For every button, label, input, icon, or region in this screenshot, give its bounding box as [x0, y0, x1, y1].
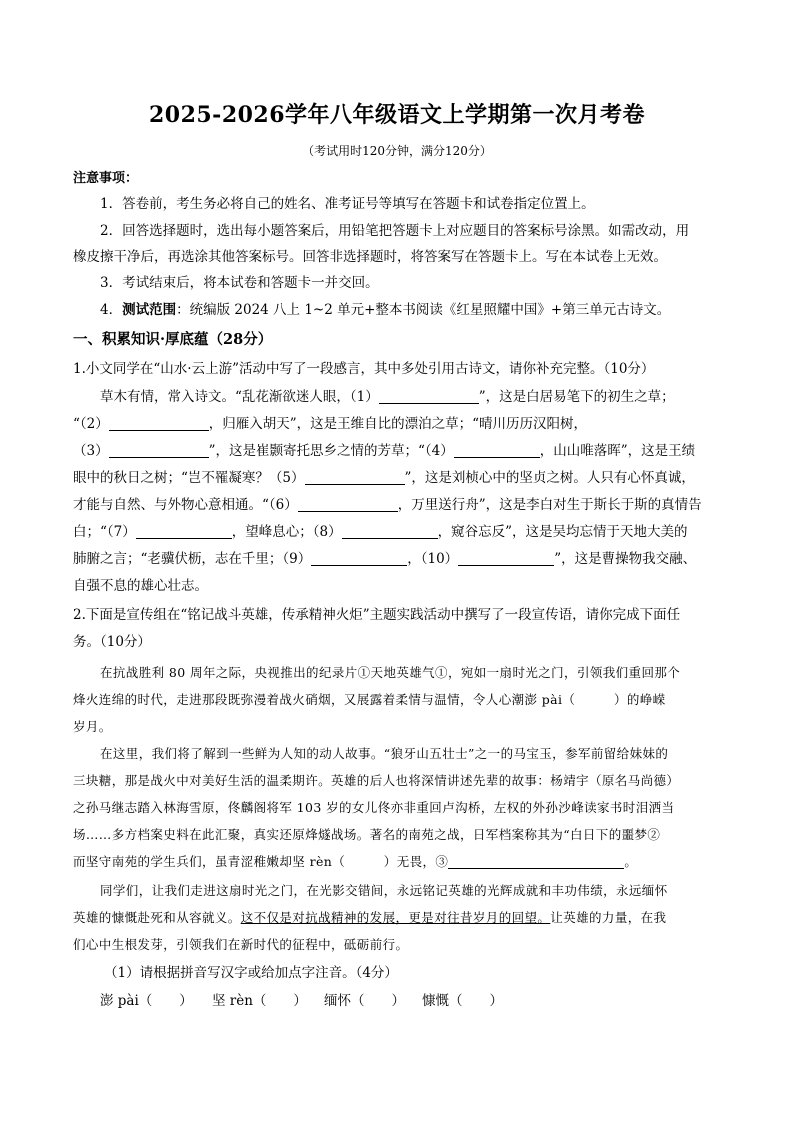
notice-item: 3．考试结束后，将本试卷和答题卡一并交回。 — [100, 275, 379, 291]
answer-item[interactable]: 慷慨（ ） — [422, 993, 503, 1009]
answer-blank[interactable] — [298, 495, 398, 512]
answer-blank[interactable] — [311, 549, 407, 566]
passage-line: 在这里，我们将了解到一些鲜为人知的动人故事。“狼牙山五壮士”之一的马宝玉，参军前留给妹妹的 — [100, 746, 669, 761]
answer-blank[interactable] — [448, 852, 624, 869]
question-2-stem: 2.下面是宣传组在“铭记战斗英雄，传承精神火炬”主题实践活动中撰写了一段宣传语，请你完成下面任 — [73, 607, 681, 623]
section-heading: 一、积累知识·厚底蕴（28分） — [73, 331, 273, 348]
q1-line: 白；“（7） ，望峰息心；（8） ，窥谷忘反”，这是吴均忘情于天地大美的 — [73, 524, 688, 540]
q1-line: 草木有情，常入诗文。“乱花渐欲迷人眼，（1） ”，这是白居易笔下的初生之草； — [100, 389, 675, 405]
answer-blank[interactable] — [305, 468, 405, 485]
sub-question-items — [100, 988, 750, 1014]
underlined-sentence: 这不仅是对抗战精神的发展，更是对往昔岁月的回望。 — [240, 910, 551, 925]
passage-line: 在抗战胜利 80 周年之际，央视推出的纪录片①天地英雄气①，宛如一扇时光之门，引领我们重回那个 — [100, 665, 681, 680]
notice-item-4 — [100, 297, 724, 323]
q1-line: 肺腑之言；“老骥伏枥，志在千里；（9） ，（10） ”，这是曹操物我交融、 — [73, 551, 697, 567]
answer-item[interactable]: 缅怀（ ） — [324, 993, 405, 1009]
q1-line: 自强不息的雄心壮志。 — [73, 578, 208, 594]
q1-line: 眼中的秋日之树；“岂不罹凝寒？（5） ”，这是刘桢心中的坚贞之树。人只有心怀真诚， — [73, 470, 695, 486]
answer-item[interactable]: 坚 rèn（ ） — [212, 993, 307, 1009]
answer-blank[interactable] — [454, 441, 540, 458]
passage-line: 场……多方档案史料在此汇聚，真实还原烽燧战场。著名的南苑之战，日军档案称其为“白日下的噩梦② — [73, 827, 661, 842]
sub-question-1: （1）请根据拼音写汉字或给加点字注音。（4分） — [104, 965, 398, 981]
page-title: 2025-2026学年八年级语文上学期第一次月考卷 — [148, 102, 646, 128]
q1-line: “（2） ，归雁入胡天”，这是王维自比的漂泊之草；“晴川历历汉阳树， — [73, 416, 588, 432]
notice-item: 橡皮擦干净后，再选涂其他答案标号。回答非选择题时，将答案写在答题卡上。写在本试卷上无效。 — [73, 249, 667, 265]
passage-line: 们心中生根发芽，引领我们在新时代的征程中，砥砺前行。 — [73, 937, 409, 952]
answer-item[interactable]: 澎 pài（ ） — [100, 993, 193, 1009]
passage-line: 烽火连绵的时代，走进那段既弥漫着战火硝烟，又展露着柔情与温情，令人心潮澎 pài（ ）的峥嵘 — [73, 692, 666, 707]
passage-line: 之孙马继志踏入林海雪原，佟麟阁将军 103 岁的女儿佟亦非重回卢沟桥，左权的外孙沙峰读家书时泪洒当 — [73, 800, 675, 815]
page-subtitle: （考试用时120分钟，满分120分） — [302, 144, 492, 158]
passage-line: 三块糖，那是战火中对美好生活的温柔期许。英雄的后人也将深情讲述先辈的故事：杨靖宇（原名马尚德） — [73, 773, 680, 788]
passage-line: 而坚守南苑的学生兵们，虽青涩稚嫩却坚 rèn（ ）无畏，③ 。 — [73, 854, 638, 869]
q1-line: 才能与自然、与外物心意相通。“（6） ，万里送行舟”，这是李白对生于斯长于斯的真情告 — [73, 497, 702, 513]
answer-blank[interactable] — [379, 387, 479, 404]
notice4-label: 测试范围 — [122, 302, 177, 318]
passage-line: 英雄的慷慨赴死和从容就义。这不仅是对抗战精神的发展，更是对往昔岁月的回望。让英雄的力量，在我 — [73, 910, 667, 925]
q1-line: （3） ”，这是崔颢寄托思乡之情的芳草；“（4） ，山山唯落晖”，这是王绩 — [73, 443, 696, 459]
passage-line: 岁月。 — [73, 719, 112, 734]
answer-blank[interactable] — [109, 441, 209, 458]
answer-blank[interactable] — [136, 522, 232, 539]
answer-blank[interactable] — [109, 414, 209, 431]
notice-item: 2．回答选择题时，选出每小题答案后，用铅笔把答题卡上对应题目的答案标号涂黑。如需改动，用 — [100, 223, 690, 239]
answer-blank[interactable] — [458, 549, 554, 566]
notice4-text: ：统编版 2024 八上 1~2 单元+整本书阅读《红星照耀中国》+第三单元古诗文。 — [176, 302, 671, 318]
answer-blank[interactable] — [342, 522, 438, 539]
passage-line: 同学们，让我们走进这扇时光之门，在光影交错间，永远铭记英雄的光辉成就和丰功伟绩，永远缅怀 — [100, 883, 668, 898]
question-1-stem: 1.小文同学在“山水·云上游”活动中写了一段感言，其中多处引用古诗文，请你补充完整。（10分） — [73, 361, 655, 377]
notice-heading: 注意事项： — [73, 171, 139, 186]
notice4-prefix: 4． — [100, 302, 123, 318]
question-2-stem: 务。（10分） — [73, 634, 151, 650]
notice-item: 1．答卷前，考生务必将自己的姓名、准考证号等填写在答题卡和试卷指定位置上。 — [100, 196, 595, 212]
